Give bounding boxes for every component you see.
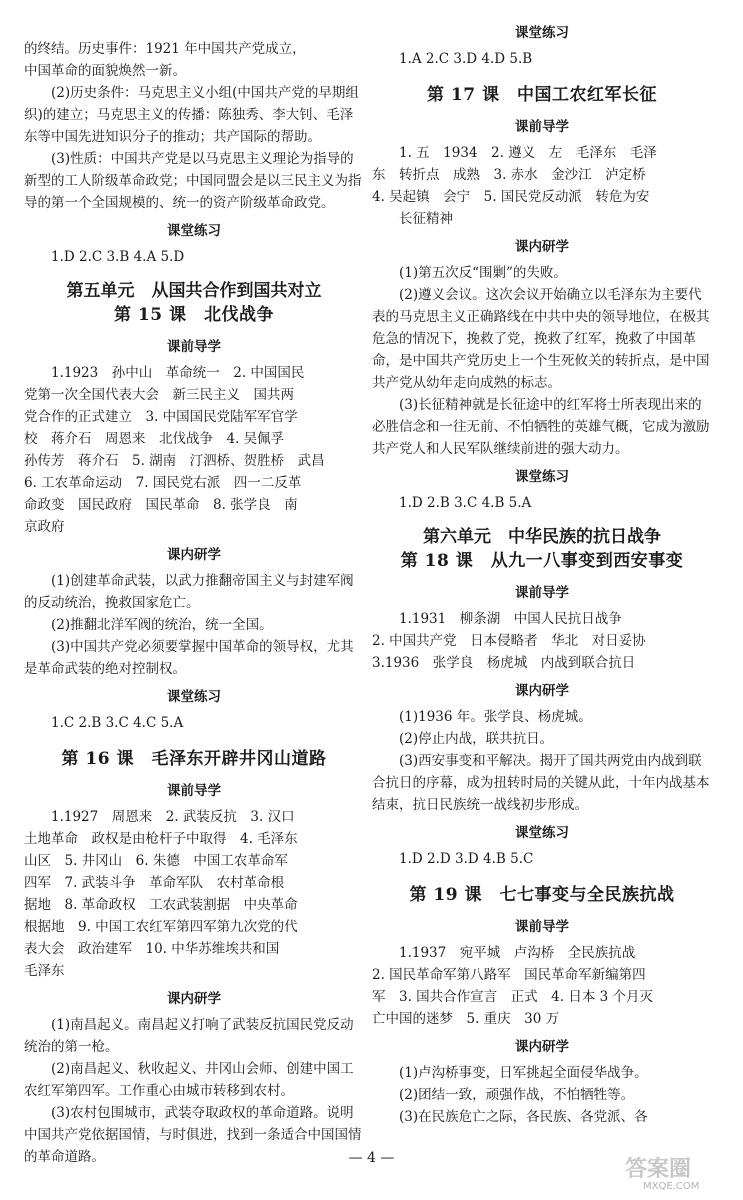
lesson-title: 第 15 课 北伐战争 [114, 305, 274, 325]
left-column [24, 38, 364, 1168]
practice-heading: 课堂练习 [515, 469, 569, 485]
practice-answers: 1.C 2.B 3.C 4.C 5.A [51, 715, 184, 731]
practice-answers: 1.A 2.C 3.D 4.D 5.B [399, 51, 533, 67]
guide-line: 土地革命 政权是由枪杆子中取得 4. 毛泽东 [24, 831, 298, 847]
study-item: (1)1936 年。张学良、杨虎城。 [399, 709, 592, 725]
study-item: (1)卢沟桥事变，日军挑起全面侵华战争。 [399, 1065, 648, 1081]
guide-line: 1. 五 1934 2. 遵义 左 毛泽东 毛泽 [399, 145, 657, 161]
guide-line: 东 转折点 成熟 3. 赤水 金沙江 泸定桥 [372, 167, 646, 183]
guide-heading: 课前导学 [167, 339, 221, 355]
guide-line: 1.1927 周恩来 2. 武装反抗 3. 汉口 [51, 809, 295, 825]
guide-line: 党第一次全国代表大会 新三民主义 国共两 [24, 387, 294, 403]
practice-answers: 1.D 2.D 3.D 4.B 5.C [399, 851, 534, 867]
guide-heading: 课前导学 [167, 783, 221, 799]
unit-title: 第五单元 从国共合作到国共对立 [66, 281, 322, 301]
study-item: (3)西安事变和平解决。揭开了国共两党由内战到联合抗日的序幕，成为扭转时局的关键从此，十年内战基本结束，抗日民族统一战线初步形成。 [372, 753, 710, 813]
guide-line: 4. 吴起镇 会宁 5. 国民党反动派 转危为安 [372, 189, 650, 205]
watermark-main: 答案圈 [625, 1157, 692, 1182]
guide-line: 亡中国的迷梦 5. 重庆 30 万 [372, 1011, 560, 1027]
study-item: (3)长征精神就是长征途中的红军将士所表现出来的必胜信念和一往无前、不怕牺牲的英雄气概，它成为激励共产党人和人民军队继续前进的强大动力。 [372, 397, 710, 457]
guide-line: 6. 工农革命运动 7. 国民党右派 四一二反革 [24, 475, 302, 491]
intro-line: 中国革命的面貌焕然一新。 [24, 63, 186, 79]
practice-answers: 1.D 2.B 3.C 4.B 5.A [399, 495, 532, 511]
lesson-title: 第 16 课 毛泽东开辟井冈山道路 [61, 749, 327, 769]
study-item: (3)农村包围城市，武装夺取政权的革命道路。说明中国共产党依据国情，与时俱进，找到一条适合中国国情的革命道路。 [24, 1105, 362, 1165]
guide-line: 校 蒋介石 周恩来 北伐战争 4. 吴佩孚 [24, 431, 285, 447]
guide-heading: 课前导学 [515, 919, 569, 935]
study-item: (1)创建革命武装，以武力推翻帝国主义与封建军阀的反动统治，挽救国家危亡。 [24, 573, 354, 611]
watermark-logo [621, 1152, 733, 1192]
study-item: (2)团结一致，顽强作战，不怕牺牲等。 [399, 1087, 635, 1103]
guide-line: 1.1923 孙中山 革命统一 2. 中国国民 [51, 365, 305, 381]
study-heading: 课内研学 [167, 991, 221, 1007]
unit-title: 第六单元 中华民族的抗日战争 [423, 527, 661, 547]
guide-line: 党合作的正式建立 3. 中国国民党陆军军官学 [24, 409, 298, 425]
study-heading: 课内研学 [515, 239, 569, 255]
study-item: (2)遵义会议。这次会议开始确立以毛泽东为主要代表的马克思主义正确路线在中共中央的领导地位，在极其危急的情况下，挽救了党，挽救了红军，挽救了中国革命，是中国共产党历史上一个生死攸关的转折点，是中国共产党从幼年走向成熟的标志。 [372, 287, 710, 391]
guide-heading: 课前导学 [515, 119, 569, 135]
answer-paragraph: (3)性质：中国共产党是以马克思主义理论为指导的新型的工人阶级革命政党；中国同盟会是以三民主义为指导的第一个全国规模的、统一的资产阶级革命政党。 [24, 151, 362, 211]
guide-line: 四军 7. 武装斗争 革命军队 农村革命根 [24, 875, 285, 891]
practice-heading: 课堂练习 [167, 689, 221, 705]
lesson-title: 第 18 课 从九一八事变到西安事变 [400, 551, 684, 571]
practice-heading: 课堂练习 [167, 223, 221, 239]
intro-line: 的终结。历史事件：1921 年中国共产党成立， [24, 41, 306, 57]
study-heading: 课内研学 [167, 547, 221, 563]
guide-line: 根据地 9. 中国工农红军第四军第九次党的代 [24, 919, 298, 935]
study-item: (3)在民族危亡之际，各民族、各党派、各 [399, 1109, 648, 1125]
study-item: (1)南昌起义。南昌起义打响了武装反抗国民党反动统治的第一枪。 [24, 1017, 354, 1055]
guide-line: 京政府 [24, 519, 65, 535]
guide-line: 1.1937 宛平城 卢沟桥 全民族抗战 [399, 945, 636, 961]
guide-line: 3.1936 张学良 杨虎城 内战到联合抗日 [372, 655, 636, 671]
answer-paragraph: (2)历史条件：马克思主义小组(中国共产党的早期组织)的建立；马克思主义的传播：陈独秀、李大钊、毛泽东等中国先进知识分子的推动；共产国际的帮助。 [24, 85, 359, 145]
study-item: (2)停止内战，联共抗日。 [399, 731, 554, 747]
study-item: (3)中国共产党必须要掌握中国革命的领导权，尤其是革命武装的绝对控制权。 [24, 639, 354, 677]
guide-line: 表大会 政治建军 10. 中华苏维埃共和国 [24, 941, 280, 957]
study-item: (1)第五次反“围剿”的失败。 [399, 265, 567, 281]
right-column [372, 22, 712, 1128]
practice-heading: 课堂练习 [515, 25, 569, 41]
study-heading: 课内研学 [515, 1039, 569, 1055]
practice-heading: 课堂练习 [515, 825, 569, 841]
study-item: (2)南昌起义、秋收起义、井冈山会师、创建中国工农红军第四军。工作重心由城市转移到农村。 [24, 1061, 354, 1099]
guide-line: 孙传芳 蒋介石 5. 湖南 汀泗桥、贺胜桥 武昌 [24, 453, 325, 469]
practice-answers: 1.D 2.C 3.B 4.A 5.D [51, 249, 185, 265]
guide-line: 1.1931 柳条湖 中国人民抗日战争 [399, 611, 622, 627]
guide-line: 毛泽东 [24, 963, 65, 979]
guide-heading: 课前导学 [515, 585, 569, 601]
guide-line: 据地 8. 革命政权 工农武装割据 中央革命 [24, 897, 298, 913]
lesson-title: 第 19 课 七七事变与全民族抗战 [409, 885, 675, 905]
watermark-sub: MXQE.COM [643, 1181, 700, 1192]
study-heading: 课内研学 [515, 683, 569, 699]
guide-line: 2. 中国共产党 日本侵略者 华北 对日妥协 [372, 633, 646, 649]
page-number: — 4 — [348, 1150, 395, 1166]
lesson-title: 第 17 课 中国工农红军长征 [427, 85, 657, 105]
study-item: (2)推翻北洋军阀的统治，统一全国。 [51, 617, 273, 633]
guide-line: 山区 5. 井冈山 6. 朱德 中国工农革命军 [24, 853, 288, 869]
guide-line: 长征精神 [399, 211, 453, 227]
guide-line: 2. 国民革命军第八路军 国民革命军新编第四 [372, 967, 646, 983]
guide-line: 命政变 国民政府 国民革命 8. 张学良 南 [24, 497, 298, 513]
guide-line: 军 3. 国共合作宣言 正式 4. 日本 3 个月灭 [372, 989, 654, 1005]
